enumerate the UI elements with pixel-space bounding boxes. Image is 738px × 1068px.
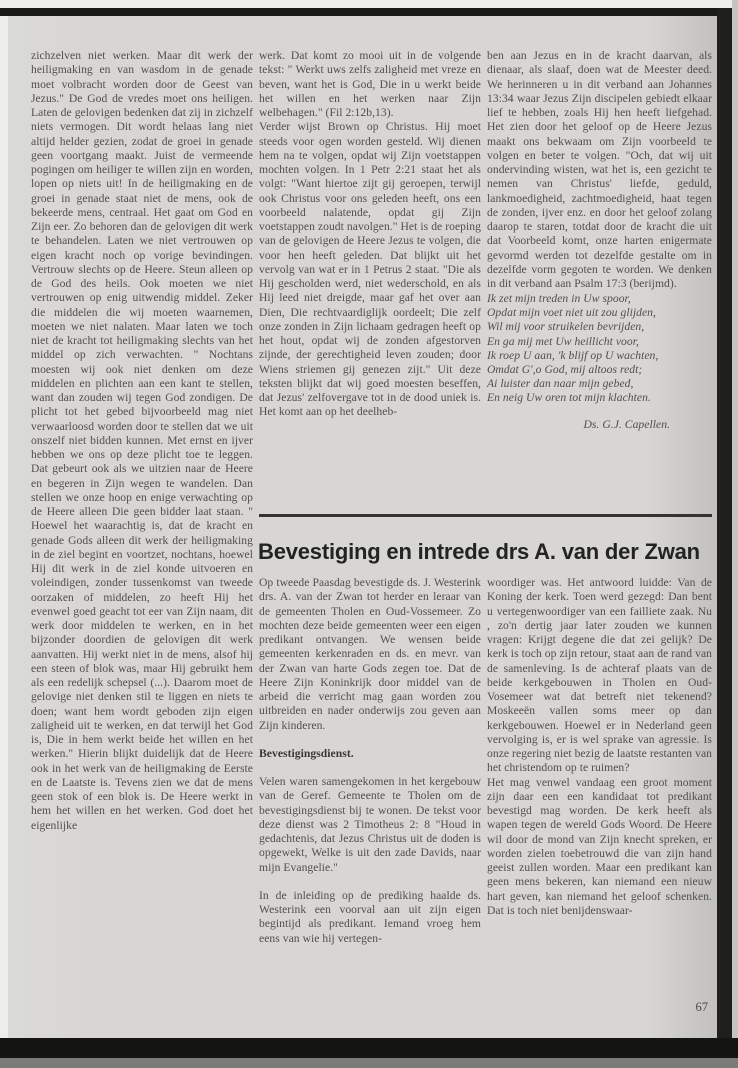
scan-bottom-bar: [0, 1038, 738, 1058]
article1-middle-paragraph-1: werk. Dat komt zo mooi uit in de volgende tekst: " Werkt uws zelfs zaligheid met vreze en beven, want het is God, Die in u werkt beide het willen en het werken naar Zijn welbehagen." (Fil 2:12b,13).: [259, 49, 481, 119]
article1-middle-column: [259, 49, 481, 420]
page-number: 67: [695, 1000, 708, 1014]
article2-middle-paragraph-1: Op tweede Paasdag bevestigde ds. J. Westerink drs. A. van der Zwan tot herder en leraar van de gemeenten Tholen en Oud-Vossemeer. Zo mochten deze beide gemeenten weer een eigen predikant ontvangen. We wensen beide gemeenten kerkenraden en ds. en mevr. van der Zwan van harte Gods zegen toe. Dat de Heere Zijn Koninkrijk door middel van de arbeid die verricht mag gaan worden zou uitbreiden en nader onderwijs zou geven aan Zijn kinderen.: [259, 576, 481, 732]
author-signature: Ds. G.J. Capellen.: [583, 418, 670, 431]
poem-line: En ga mij met Uw heillicht voor,: [487, 334, 639, 348]
article1-left-column: [31, 49, 253, 833]
article-divider-rule: [259, 514, 712, 517]
poem-line: Omdat G',o God, mij altoos redt;: [487, 362, 643, 376]
article2-subheading: Bevestigingsdienst.: [259, 746, 354, 760]
psalm-quote: [487, 292, 712, 405]
poem-line: Opdat mijn voet niet uit zou glijden,: [487, 306, 656, 320]
scan-bottom-strip: [0, 1058, 738, 1068]
poem-line: Ik zet mijn treden in Uw spoor,: [487, 292, 631, 306]
article2-right-paragraph-1: woordiger was. Het antwoord luidde: Van de Koning der kerk. Toen werd gezegd: Dan bent u vertegenwoordiger van een failliete zaak. Nu , zo'n dertig jaar later zouden we kunnen vragen: Krijgt degene die dat zei gelijk? De kerk is toch op zijn retour, staat aan de rand van de samenleving. Is de achteraf plaats van de beide kerkgebouwen in Tholen en Oud-Vosemeer wat dat betreft niet tekenend? Moskeeën vallen soms meer op dan kerkgebouwen. Hoewel er in Nederland geen vervolging is, er is wel sprake van agressie. Is onze regering niet bezig de laatste restanten van het christendom op te ruimen?: [487, 576, 712, 775]
poem-line: En neig Uw oren tot mijn klachten.: [487, 390, 651, 404]
scan-top-bar: [0, 8, 733, 16]
article1-middle-paragraph-2: Verder wijst Brown op Christus. Hij moet steeds voor ogen worden gesteld. Wij dienen hem na te volgen, opdat wij Zijn voetstappen mochten volgen. In 1 Petr 2:21 staat het als volgt: "Want hiertoe zijt gij geroepen, terwijl ook Christus voor ons geleden heeft, ons een voorbeeld nalatende, opdat gij Zijn voetstappen zoudt navolgen." Het is de roeping van de gelovigen de Heere Jezus te volgen, die voor hen heeft geleden. Dat blijkt uit het vervolg van wat er in 1 Petrus 2 staat. "Die als Hij gescholden werd, niet wederschold, en als Hij leed niet dreigde, maar gaf het over aan Dien, Die rechtvaardiglijk oordeelt; Die zelf onze zonden in Zijn lichaam gedragen heeft op het hout, opdat wij de zonden afgestorven zijnde, der gerechtigheid leven zouden; door Wiens striemen gij genezen zijt." Uit deze teksten blijkt dat wij goed moesten beseffen, dat Jezus' zelfovergave tot in de dood uniek is. Het komt aan op het deelheb-: [259, 120, 481, 419]
scan-right-edge: [732, 0, 738, 1068]
scan-right-band: [717, 8, 732, 1058]
poem-line: Ik roep U aan, 'k blijf op U wachten,: [487, 348, 659, 362]
poem-line: Ai luister dan naar mijn gebed,: [487, 376, 634, 390]
poem-line: Wil mij voor struikelen bevrijden,: [487, 320, 645, 334]
article1-left-paragraph: zichzelven niet werken. Maar dit werk der heiligmaking en van wasdom in de genade moet volbracht worden door de Geest van Jezus." De God de vredes moet ons heiligen. Laten de gelovigen bedenken dat zij in zichzelf niets vermogen. Dit wordt helaas lang niet altijd helder gezien, zodat de groei in genade geen voortgang maakt. Juist de vermeende pogingen om heiliger te willen zijn en worden, lopen op niets uit! In de heiligmaking en de groei in genade staat niet de mens, ook de bekeerde mens, centraal. Het gaat om God en Zijn eer. Zo behoren dan de gelovigen dit werk te behandelen. Laten we niet vertrouwen op eigen kracht noch op vorige bevindingen. Vertrouw slechts op de Heere. Steun alleen op de God des heils. Ook moeten we niet vertrouwen op enig uitwendig middel. Zeker die middelen die wij moeten waarnemen, moeten we niet nalaten. Maar laten we toch niet de kracht tot heiligmaking slechts van het middel op zich verwachten. " Nochtans moesten wij ook niet denken om deze middelen en plichten aan een kant te stellen, want dan zouden wij tegen God zondigen. De plicht tot het gebed bijvoorbeeld mag niet verwaarloosd worden door te stellen dat we uit onszelf niet bidden kunnen. Met ernst en ijver hebben we ons op deze plicht toe te leggen. Dat gebeurt ook als we uitzien naar de Heere en begeren in Zijn wegen te wandelen. Dan stellen we onze hoop en enige verwachting op de Heere alleen Die geen bidder laat staan. " Hoewel het waarachtig is, dat de kracht en genade Gods alleen dit werk der heiligmaking in de ziel begint en voortzet, nochtans, hoewel Hij dit werk in de ziel konde uitvoeren en voleindigen, zonder tussenkomst van tweede oorzaken of middelen, zo heeft Hij het evenwel goed geacht tot eer van Zijn naam, dit werk door middelen te werken, en in het bijzonder doordien de gelovigen dit werk aanvatten. Hij werkt niet in de mens, alsof hij een steen of blok was, maar Hij gebruikt hem als een redelijk schepsel (...). Daarom moet de gelovige niet denken stil te liggen en niets te doen; want hem wordt geboden zijn eigen zaligheid uit te werken, en dat terwijl het God is, Die in hem werkt beide het willen en het werken." Hierin blijkt duidelijk dat de Heere ook in het werk van de heiligmaking de Eerste en de Laatste is. Tevens zien we dat de mens geen stok of een blok is. De Heere werkt in hem het willen en het werken. God doet het eigenlijke: [31, 49, 253, 832]
article2-right-paragraph-2: Het mag venwel vandaag een groot moment zijn daar een een kandidaat tot predikant bevestigd mag worden. De kerk heeft als wapen tegen de wereld Gods Woord. De Heere wil door de mond van Zijn knecht spreken, er worden zielen toebetrouwd die van zijn hand geeist zullen worden. Maar een predikant kan geen mens bekeren, kan niemand een nieuw hart geven, kan niemand het geloof schenken. Dat is toch niet benijdenswaar-: [487, 775, 712, 917]
article1-right-column: [487, 49, 712, 432]
article2-middle-paragraph-2: Velen waren samengekomen in het kergebouw van de Geref. Gemeente te Tholen om de bevestigingsdienst bij te wonen. De tekst voor deze dienst was 2 Timotheus 2: 8 "Houd in gedachtenis, dat Jezus Christus uit de doden is opgewekt, Welke is uit den zade Davids, naar mijn Evangelie.": [259, 775, 481, 874]
article2-middle-column: [259, 576, 481, 946]
article1-right-paragraph: ben aan Jezus en in de kracht daarvan, als dienaar, als slaaf, doen wat de Meester deed. We herinneren u in dit verband aan Johannes 13:34 waar Jezus Zijn discipelen gebiedt elkaar lief te hebben, zoals Hij hen heeft liefgehad. Het zien door het geloof op de Heere Jezus maakt ons bekwaam om Zijn voorbeeld te volgen en beter te volgen. "Och, dat wij uit ondervinding wisten, wat het is, een gezicht te nemen van Christus' liefde, geduld, lankmoedigheid, zachtmoedigheid, haat tegen de zonden, ijver enz. en door het geloof zolang daarop te staren, totdat door de kracht die uit dat Voorbeeld komt, onze harten enigermate gevormd werden tot dezelfde gestalte om in dezelfde vorm gegoten te worden. We denken in dit verband aan Psalm 17:3 (berijmd).: [487, 49, 712, 290]
article2-right-column: [487, 576, 712, 918]
article2-middle-paragraph-3: In de inleiding op de prediking haalde ds. Westerink een voorval aan uit zijn eigen begintijd als predikant. Iemand vroeg hem eens van wie hij vertegen-: [259, 888, 481, 945]
article2-title: Bevestiging en intrede drs A. van der Zwan: [258, 538, 700, 564]
